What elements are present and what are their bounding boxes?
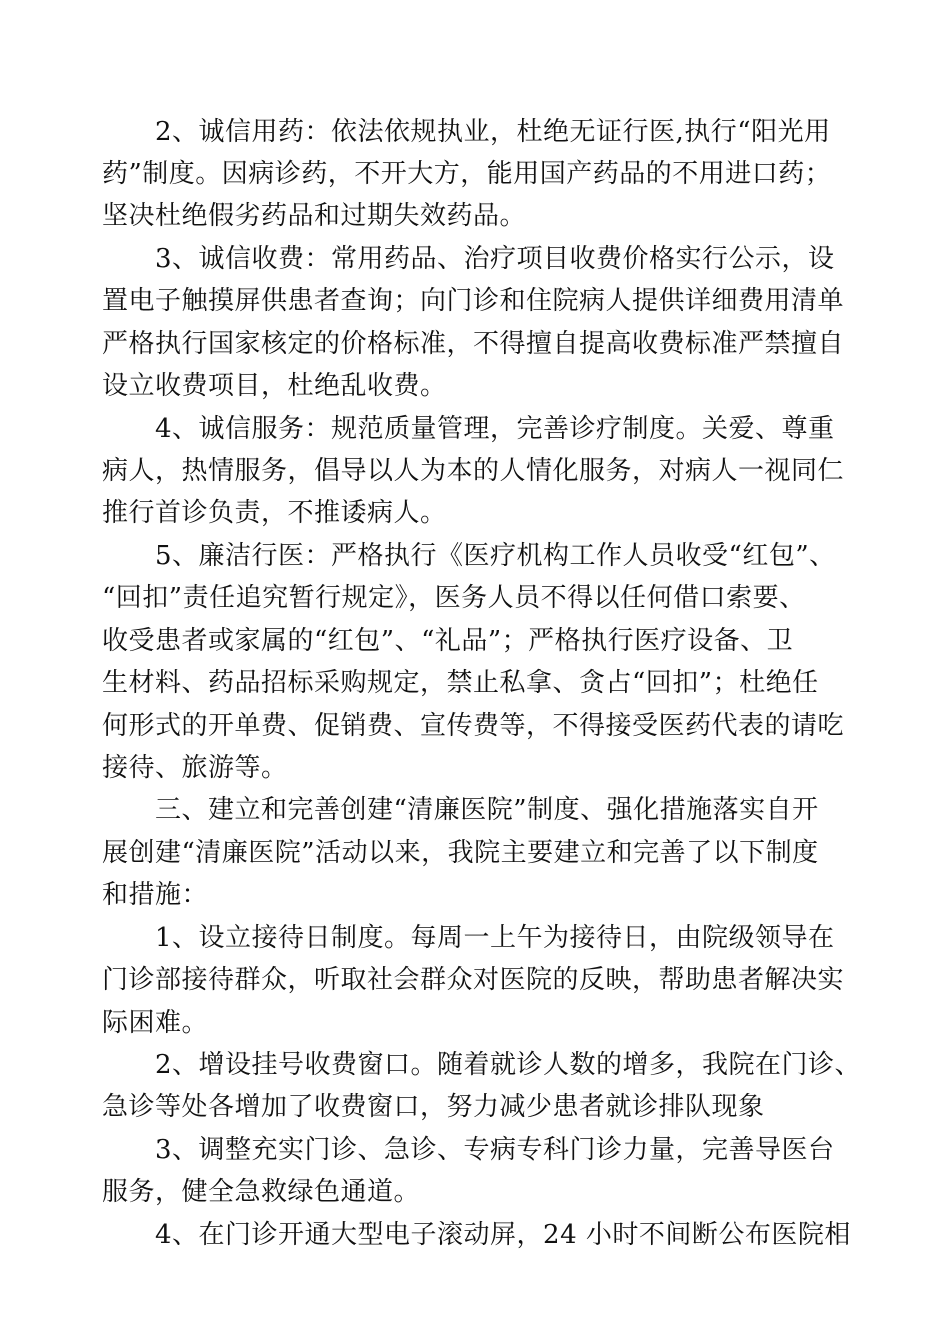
text-line: 服务，健全急救绿色通道。 [102,1177,421,1207]
text-line: 门诊部接待群众，听取社会群众对医院的反映，帮助患者解决实 [102,965,845,995]
text-line: 3、调整充实门诊、急诊、专病专科门诊力量，完善导医台 [155,1135,835,1165]
text-line: 病人，热情服务，倡导以人为本的人情化服务，对病人一视同仁 [102,456,845,486]
text-line: 药”制度。因病诊药，不开大方，能用国产药品的不用进口药； [102,159,832,189]
text-line: 何形式的开单费、促销费、宣传费等，不得接受医药代表的请吃 [102,711,845,741]
text-line: 2、增设挂号收费窗口。随着就诊人数的增多，我院在门诊、 [155,1050,862,1080]
text-line: 1、设立接待日制度。每周一上午为接待日，由院级领导在 [155,923,835,953]
text-line: 接待、旅游等。 [102,753,288,783]
text-line: 置电子触摸屏供患者查询；向门诊和住院病人提供详细费用清单 [102,286,845,316]
text-line: 3、诚信收费：常用药品、治疗项目收费价格实行公示，设 [155,244,835,274]
text-line: 生材料、药品招标采购规定，禁止私拿、贪占“回扣”；杜绝任 [102,668,819,698]
text-line: 和措施： [102,880,209,910]
text-line: 收受患者或家属的“红包”、“礼品”；严格执行医疗设备、卫 [102,626,794,656]
text-line: 坚决杜绝假劣药品和过期失效药品。 [102,201,527,231]
text-line: “回扣”责任追究暂行规定》，医务人员不得以任何借口索要、 [102,583,806,613]
text-line: 展创建“清廉医院”活动以来，我院主要建立和完善了以下制度 [102,838,819,868]
text-line: 严格执行国家核定的价格标准，不得擅自提高收费标准严禁擅自 [102,329,845,359]
text-line: 4、在门诊开通大型电子滚动屏，24 小时不间断公布医院相 [155,1220,851,1250]
text-line: 4、诚信服务：规范质量管理，完善诊疗制度。关爱、尊重 [155,414,835,444]
text-line: 2、诚信用药：依法依规执业，杜绝无证行医,执行“阳光用 [155,117,831,147]
text-line: 三、建立和完善创建“清廉医院”制度、强化措施落实自开 [155,795,819,825]
text-line: 5、廉洁行医：严格执行《医疗机构工作人员收受“红包”、 [155,541,836,571]
text-line: 际困难。 [102,1008,209,1038]
text-line: 推行首诊负责，不推诿病人。 [102,498,447,528]
text-line: 急诊等处各增加了收费窗口，努力减少患者就诊排队现象 [102,1092,765,1122]
text-line: 设立收费项目，杜绝乱收费。 [102,371,447,401]
